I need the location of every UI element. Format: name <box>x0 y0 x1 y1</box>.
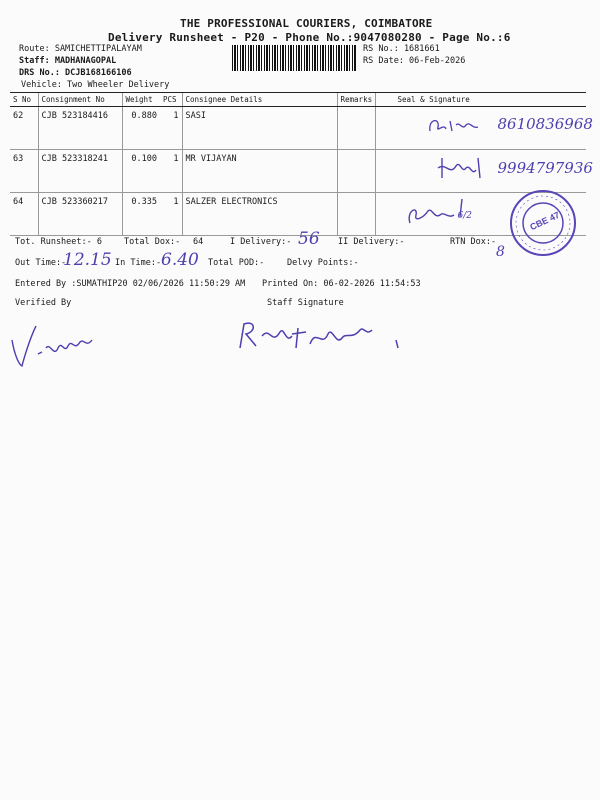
vehicle-label: Vehicle: Two Wheeler Delivery <box>21 80 170 90</box>
staff-label: Staff: MADHANAGOPAL <box>19 56 117 66</box>
total-dox-label: Total Dox:- <box>124 237 181 247</box>
total-pod-label: Total POD:- <box>208 258 265 268</box>
row-consignee: MR VIJAYAN <box>182 150 337 193</box>
table-row <box>10 150 586 193</box>
verified-by-label: Verified By <box>15 298 72 308</box>
row-consignee: SASI <box>182 107 337 150</box>
runsheet-table <box>10 92 593 236</box>
drs-number: DRS No.: DCJB168166106 <box>19 68 132 78</box>
out-time-label: Out Time:- <box>15 258 67 268</box>
col-weight: Weight <box>122 93 160 107</box>
col-seal-signature: Seal & Signature <box>375 93 586 107</box>
i-delivery-handwritten: 56 <box>298 229 320 249</box>
i-delivery-label: I Delivery:- <box>230 237 292 247</box>
stamp-text: CBE 47 <box>528 209 562 233</box>
staff-signature <box>236 318 406 356</box>
runsheet-title: Delivery Runsheet - P20 - Phone No.:9047080280 - Page No.:6 <box>108 31 511 44</box>
handwritten-phone: 8610836968 <box>497 115 593 133</box>
route-label: Route: SAMICHETTIPALAYAM <box>19 44 142 54</box>
company-name: THE PROFESSIONAL COURIERS, COIMBATORE <box>180 17 433 30</box>
in-time-handwritten: 6.40 <box>161 250 199 270</box>
col-remarks: Remarks <box>337 93 375 107</box>
verifier-signature <box>10 318 100 372</box>
total-dox-value: 64 <box>193 237 204 247</box>
row-consignment: CJB 523360217 <box>38 193 122 236</box>
handwritten-date: 6/2 <box>457 211 472 221</box>
row-weight: 0.335 <box>122 193 160 236</box>
handwritten-phone: 9994797936 <box>497 159 593 177</box>
col-consignee: Consignee Details <box>182 93 337 107</box>
row-consignment: CJB 523318241 <box>38 150 122 193</box>
row-signature-cell <box>375 150 593 193</box>
row-sno: 62 <box>10 107 38 150</box>
ii-delivery-label: II Delivery:- <box>338 237 405 247</box>
signature-scribble <box>436 154 486 182</box>
row-sno: 64 <box>10 193 38 236</box>
staff-signature-label: Staff Signature <box>267 298 344 308</box>
tot-runsheet: Tot. Runsheet:- 6 <box>15 237 102 247</box>
rs-number: RS No.: 1681661 <box>363 44 440 54</box>
seal-stamp <box>508 188 578 258</box>
entered-by: Entered By :SUMATHIP20 02/06/2026 11:50:29 AM <box>15 279 246 289</box>
col-pcs: PCS <box>160 93 182 107</box>
row-remarks <box>337 150 375 193</box>
col-consignment: Consignment No <box>38 93 122 107</box>
col-sno: S No <box>10 93 38 107</box>
row-consignment: CJB 523184416 <box>38 107 122 150</box>
row-remarks <box>337 107 375 150</box>
signature-scribble <box>426 113 486 139</box>
row-weight: 0.100 <box>122 150 160 193</box>
row-remarks <box>337 193 375 236</box>
table-header-row <box>10 93 586 107</box>
row-weight: 0.880 <box>122 107 160 150</box>
table-row <box>10 107 586 150</box>
rs-date: RS Date: 06-Feb-2026 <box>363 56 466 66</box>
rtn-dox-label: RTN Dox:- <box>450 237 497 247</box>
row-consignee: SALZER ELECTRONICS <box>182 193 337 236</box>
row-signature-cell <box>375 107 593 150</box>
row-pcs: 1 <box>160 193 182 236</box>
delvy-points-label: Delvy Points:- <box>287 258 359 268</box>
row-pcs: 1 <box>160 150 182 193</box>
row-pcs: 1 <box>160 107 182 150</box>
row-sno: 63 <box>10 150 38 193</box>
printed-on: Printed On: 06-02-2026 11:54:53 <box>262 279 421 289</box>
out-time-handwritten: 12.15 <box>63 250 112 270</box>
rtn-dox-handwritten: 8 <box>496 244 505 260</box>
in-time-label: In Time:- <box>115 258 162 268</box>
barcode <box>232 45 356 71</box>
